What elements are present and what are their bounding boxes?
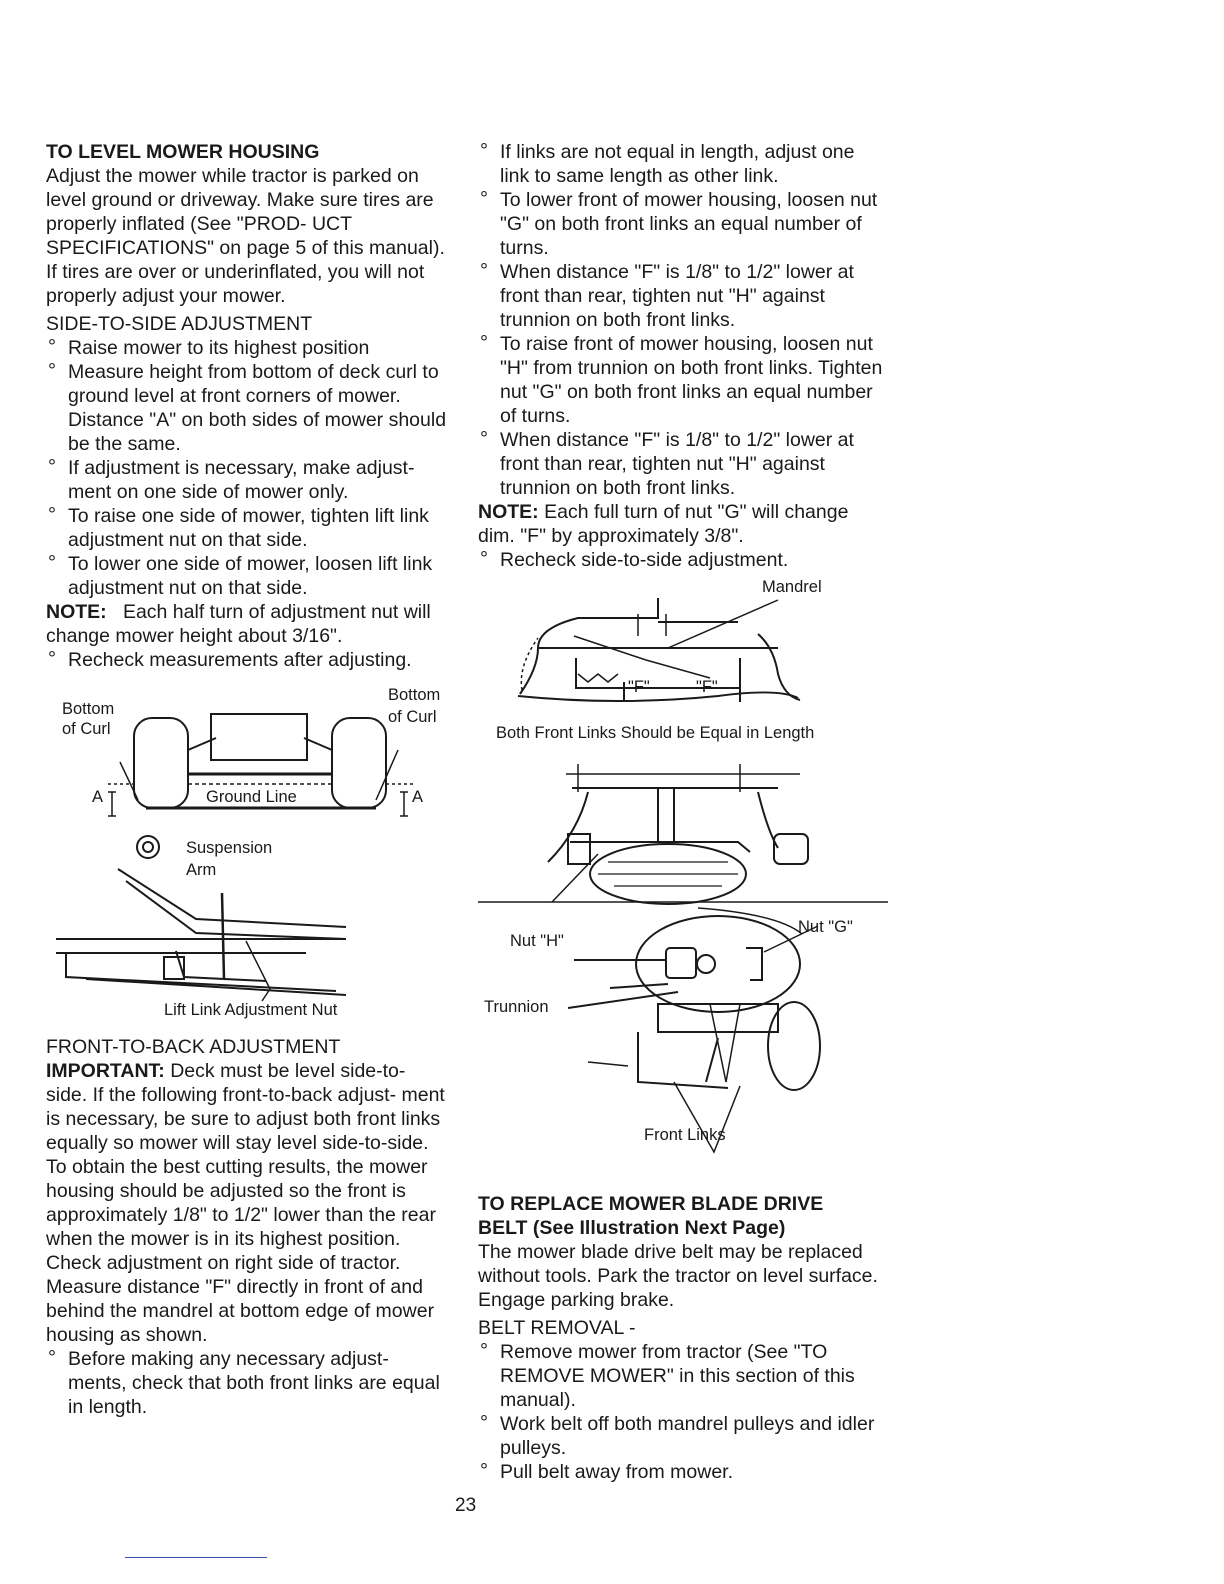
- mandrel-label: Mandrel: [762, 578, 822, 596]
- mandrel-figure: [478, 578, 888, 748]
- f-front-label: "F": [628, 678, 650, 696]
- bottom-curl-right-label-2: of Curl: [388, 708, 437, 726]
- side-to-side-list: [46, 336, 451, 600]
- belt-removal-heading: BELT REMOVAL -: [478, 1317, 636, 1339]
- ground-line-label: Ground Line: [206, 788, 297, 806]
- belt-title-line-1: TO REPLACE MOWER BLADE DRIVE: [478, 1193, 824, 1215]
- check-paragraph: Check adjustment on right side of tractor. Measure distance "F" directly in front of and behind the mandrel at bottom edge of mower housing as shown.: [46, 1252, 435, 1346]
- before-list: [46, 1347, 451, 1419]
- list-item: ° When distance "F" is 1/8" to 1/2" lower at front than rear, tighten nut "H" against trunnion on both front links.: [478, 260, 888, 332]
- bottom-curl-left-label-2: of Curl: [62, 720, 111, 738]
- suspension-label-2: Arm: [186, 861, 217, 879]
- list-item: ° Raise mower to its highest position: [46, 336, 451, 360]
- list-item: ° If adjustment is necessary, make adjust- ment on one side of mower only.: [46, 456, 451, 504]
- list-item: ° Work belt off both mandrel pulleys and idler pulleys.: [478, 1412, 888, 1460]
- important-label: IMPORTANT:: [46, 1060, 165, 1082]
- right-column: [478, 140, 888, 1484]
- distance-a-left-label: A: [92, 788, 104, 806]
- note-paragraph: [46, 600, 451, 648]
- bottom-curl-right-label-1: Bottom: [388, 686, 441, 704]
- f-rear-label: "F": [696, 678, 718, 696]
- belt-removal-list: [478, 1340, 888, 1484]
- section-title-level-mower: TO LEVEL MOWER HOUSING: [46, 141, 320, 163]
- mandrel-drawing: [478, 578, 888, 748]
- right-note-text: Each full turn of nut "G" will change dim. "F" by approximately 3/8".: [478, 501, 849, 547]
- list-item: ° If links are not equal in length, adjust one link to same length as other link.: [478, 140, 888, 188]
- list-item: ° When distance "F" is 1/8" to 1/2" lower at front than rear, tighten nut "H" against trunnion on both front links.: [478, 428, 888, 500]
- list-item: ° Measure height from bottom of deck curl to ground level at front corners of mower. Distance "A" on both sides of mower should be the same.: [46, 360, 451, 456]
- list-item: ° Recheck side-to-side adjustment.: [478, 548, 888, 572]
- important-text: Deck must be level side-to- side. If the following front-to-back adjust- ment is necessary, be sure to adjust both front links equally so mower will stay level side-to-side.: [46, 1060, 445, 1154]
- right-note-label: NOTE:: [478, 501, 539, 523]
- list-item: ° To lower one side of mower, loosen lift link adjustment nut on that side.: [46, 552, 451, 600]
- note-text: Each half turn of adjustment nut will change mower height about 3/16".: [46, 601, 431, 647]
- bottom-divider: [125, 1557, 267, 1558]
- recheck-list: [46, 648, 451, 672]
- belt-title-line-2: BELT (See Illustration Next Page): [478, 1217, 786, 1239]
- page-number: 23: [455, 1495, 477, 1516]
- list-item: ° To lower front of mower housing, loosen nut "G" on both front links an equal number of turns.: [478, 188, 888, 260]
- distance-a-right-label: A: [412, 788, 424, 806]
- list-item: ° Pull belt away from mower.: [478, 1460, 888, 1484]
- nut-h-label: Nut "H": [510, 932, 564, 950]
- front-links-label: Front Links: [644, 1126, 726, 1144]
- left-column: [46, 140, 451, 1419]
- important-paragraph: [46, 1059, 451, 1155]
- bottom-curl-left-label-1: Bottom: [62, 700, 115, 718]
- equal-length-caption: Both Front Links Should be Equal in Length: [496, 724, 815, 742]
- front-to-back-list: [478, 140, 888, 500]
- front-links-drawing: [478, 752, 888, 1182]
- list-item: ° Before making any necessary adjust- ments, check that both front links are equal in length.: [46, 1347, 451, 1419]
- list-item: ° To raise one side of mower, tighten lift link adjustment nut on that side.: [46, 504, 451, 552]
- side-to-side-heading: SIDE-TO-SIDE ADJUSTMENT: [46, 313, 313, 335]
- suspension-arm-drawing: [46, 829, 451, 1029]
- obtain-paragraph: To obtain the best cutting results, the mower housing should be adjusted so the front is approximately 1/8" to 1/2" lower than the rear when the mower is in its highest position.: [46, 1156, 436, 1250]
- suspension-arm-figure: [46, 829, 451, 1029]
- list-item: ° To raise front of mower housing, loosen nut "H" from trunnion on both front links. Tighten nut "G" on both front links an equal number of turns.: [478, 332, 888, 428]
- list-item: ° Remove mower from tractor (See "TO REMOVE MOWER" in this section of this manual).: [478, 1340, 888, 1412]
- right-recheck-list: [478, 548, 888, 572]
- trunnion-label: Trunnion: [484, 998, 549, 1016]
- lift-link-label: Lift Link Adjustment Nut: [164, 1001, 338, 1019]
- intro-paragraph: Adjust the mower while tractor is parked on level ground or driveway. Make sure tires are properly inflated (See "PROD- UCT SPECIFICATIONS" on page 5 of this manual). If tires are over or underinflated, you will not properly adjust your mower.: [46, 165, 445, 307]
- front-links-figure: [478, 752, 888, 1182]
- list-item: ° Recheck measurements after adjusting.: [46, 648, 451, 672]
- right-note-paragraph: [478, 500, 888, 548]
- deck-front-view-figure: [46, 680, 451, 825]
- front-to-back-heading: FRONT-TO-BACK ADJUSTMENT: [46, 1036, 341, 1058]
- belt-paragraph: The mower blade drive belt may be replaced without tools. Park the tractor on level surface. Engage parking brake.: [478, 1241, 878, 1311]
- note-label: NOTE:: [46, 601, 107, 623]
- suspension-label-1: Suspension: [186, 839, 273, 857]
- nut-g-label: Nut "G": [798, 918, 853, 936]
